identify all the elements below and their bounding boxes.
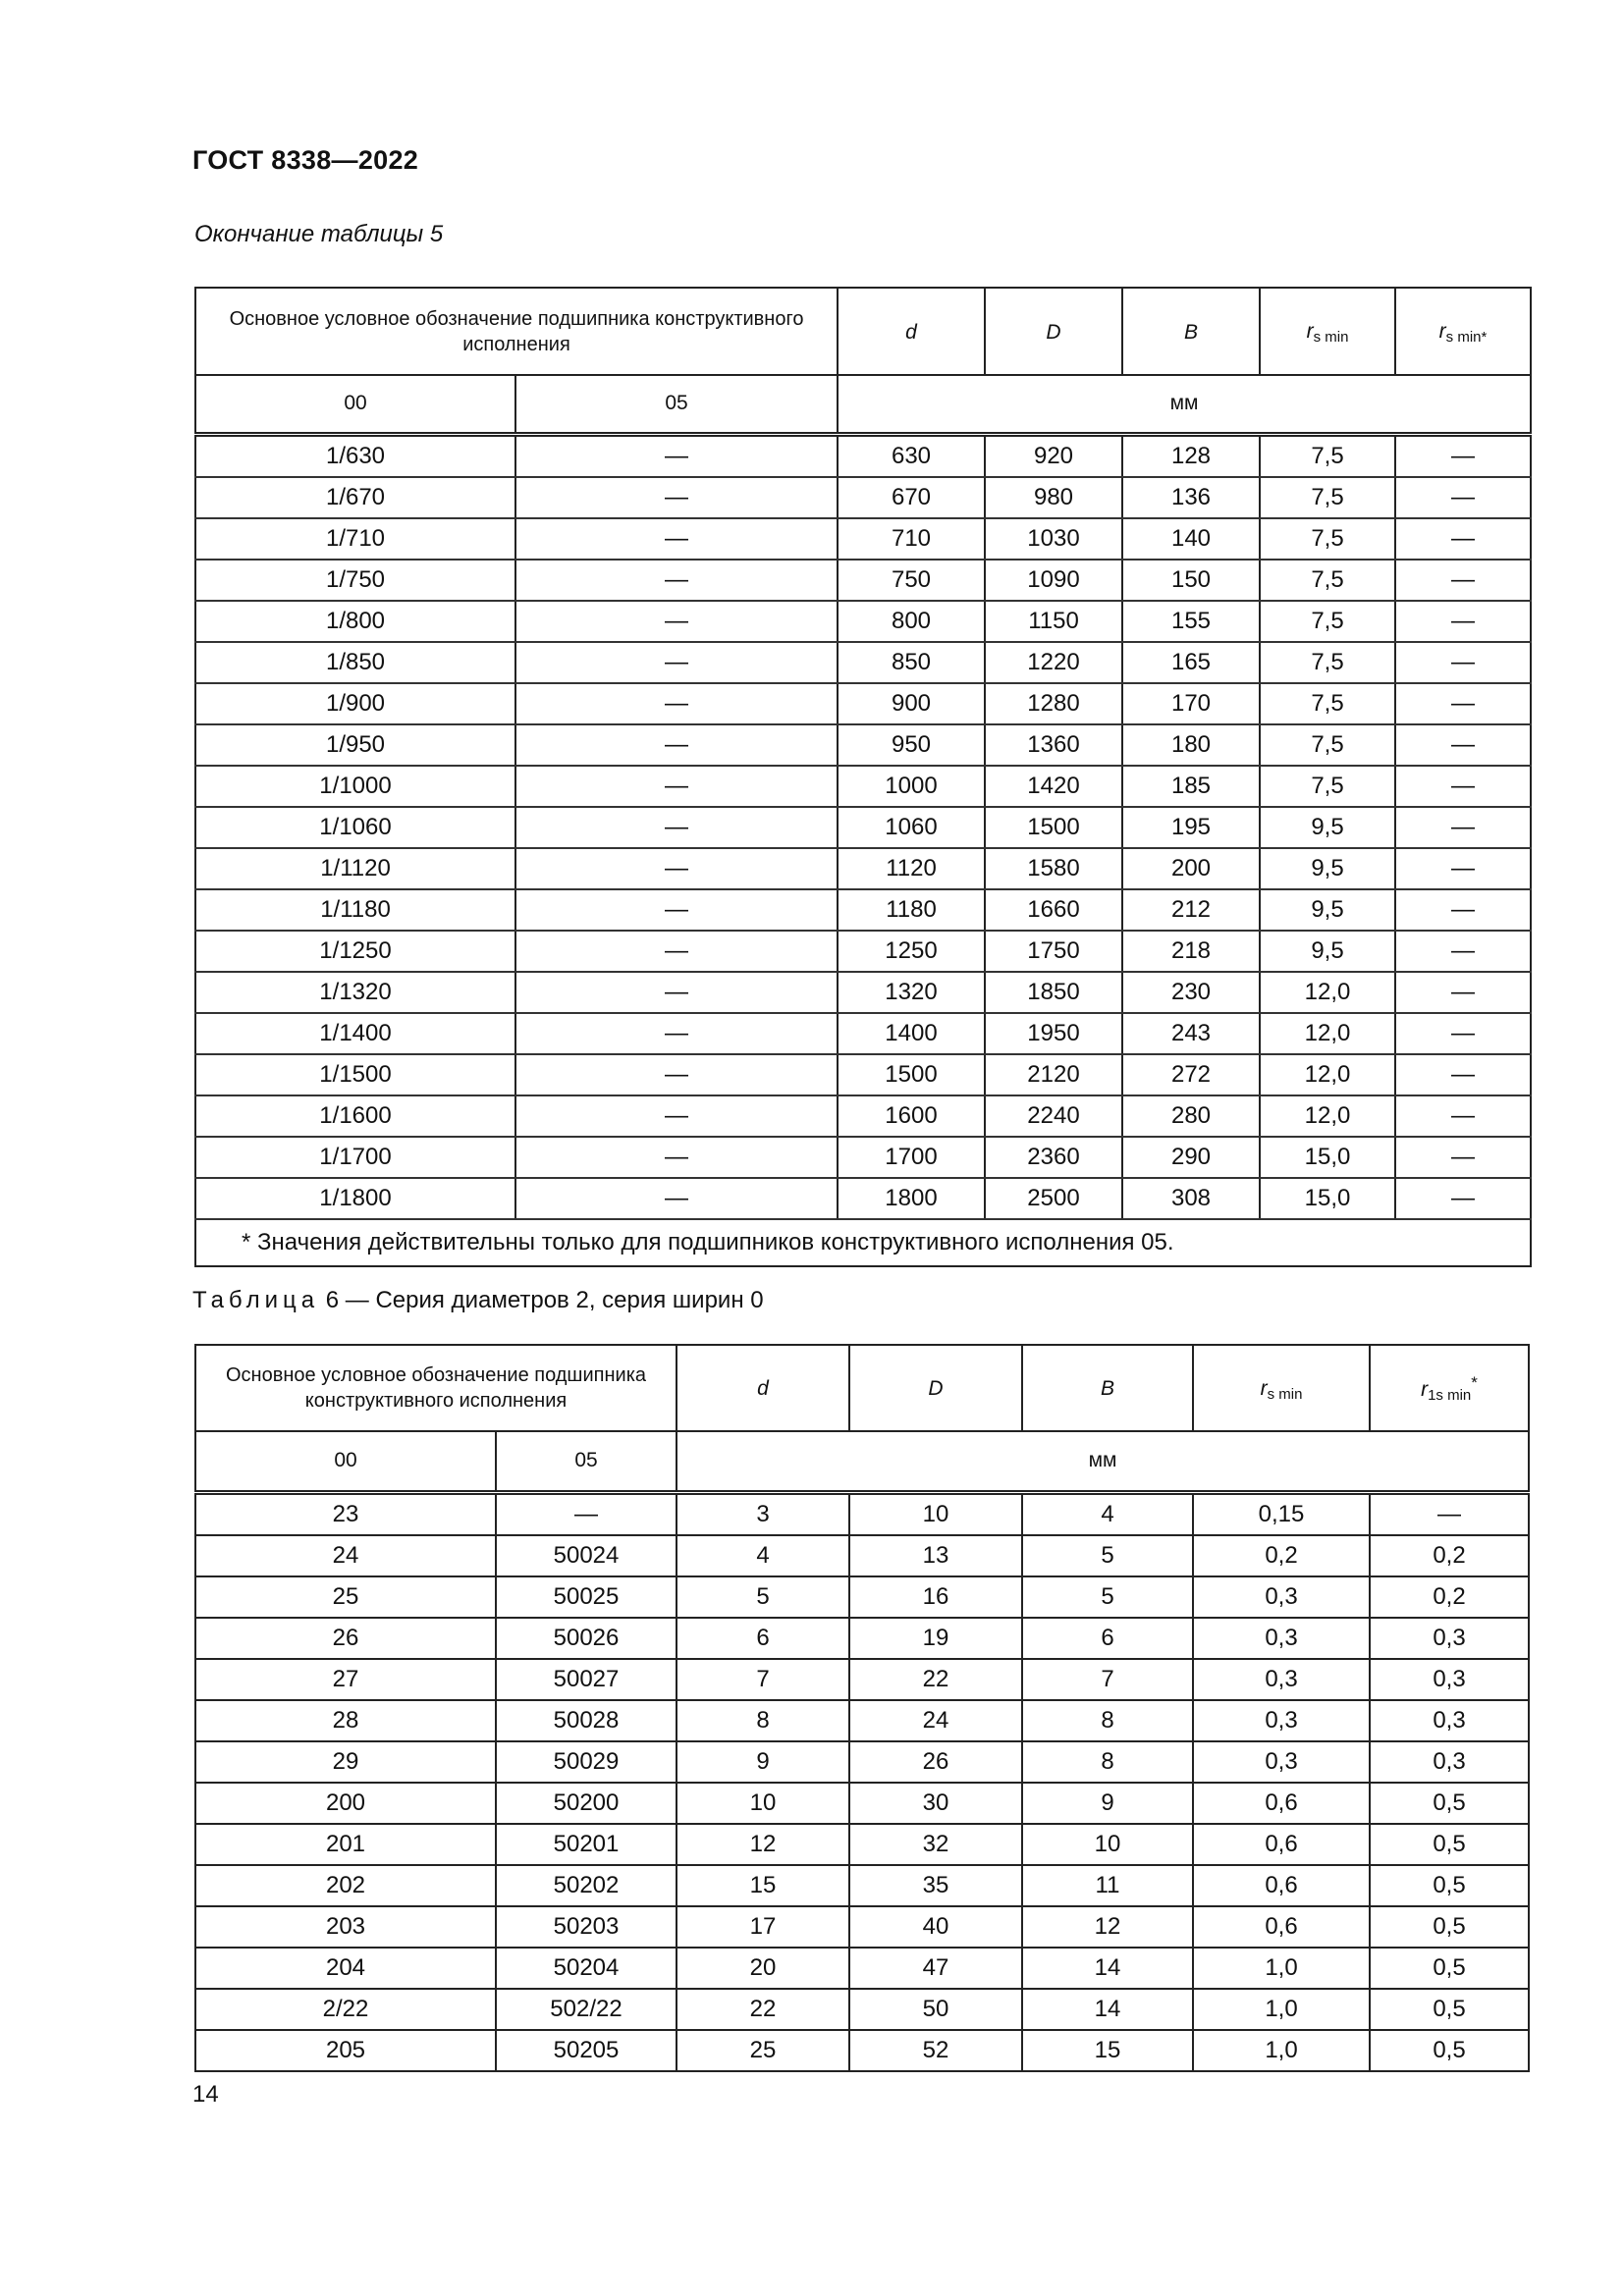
table-cell: 26 (849, 1741, 1022, 1783)
table-cell: 52 (849, 2030, 1022, 2071)
table-cell: 1600 (838, 1095, 985, 1137)
table-cell: 185 (1122, 766, 1260, 807)
table-cell: 195 (1122, 807, 1260, 848)
table-cell: — (496, 1492, 677, 1535)
table-cell: 10 (1022, 1824, 1193, 1865)
table-cell: 1,0 (1193, 2030, 1370, 2071)
table-cell: — (1395, 972, 1531, 1013)
table-cell: 1,0 (1193, 1948, 1370, 1989)
table-cell: 200 (1122, 848, 1260, 889)
table-cell: 7,5 (1260, 434, 1395, 477)
table-cell: 2500 (985, 1178, 1122, 1219)
table-cell: 150 (1122, 560, 1260, 601)
table-cell: 24 (195, 1535, 496, 1576)
table-cell: 0,3 (1193, 1576, 1370, 1618)
table-cell: 25 (677, 2030, 849, 2071)
table-row (195, 1618, 1529, 1659)
table-cell: 7,5 (1260, 683, 1395, 724)
table-cell: 155 (1122, 601, 1260, 642)
table-cell: 1150 (985, 601, 1122, 642)
table-cell: — (515, 724, 838, 766)
table-cell: 2240 (985, 1095, 1122, 1137)
table-cell: 35 (849, 1865, 1022, 1906)
table-cell: 8 (1022, 1700, 1193, 1741)
table-cell: 218 (1122, 931, 1260, 972)
table-cell: 750 (838, 560, 985, 601)
table-cell: 1/1600 (195, 1095, 515, 1137)
table-row (195, 1013, 1531, 1054)
table-row (195, 1824, 1529, 1865)
table-cell: 0,6 (1193, 1906, 1370, 1948)
table-row (195, 1741, 1529, 1783)
table5-unit: мм (838, 375, 1531, 434)
table-cell: — (515, 889, 838, 931)
table-cell: 12,0 (1260, 1013, 1395, 1054)
table-cell: 9 (1022, 1783, 1193, 1824)
table-cell: 202 (195, 1865, 496, 1906)
table-cell: 1,0 (1193, 1989, 1370, 2030)
table-cell: 1/1000 (195, 766, 515, 807)
table-cell: 14 (1022, 1948, 1193, 1989)
table-cell: 200 (195, 1783, 496, 1824)
table-cell: — (1395, 1137, 1531, 1178)
table-cell: 1/1800 (195, 1178, 515, 1219)
table-cell: 203 (195, 1906, 496, 1948)
table-cell: 5 (677, 1576, 849, 1618)
table-5 (194, 287, 1532, 1267)
table-cell: 9,5 (1260, 889, 1395, 931)
table-cell: 1000 (838, 766, 985, 807)
table-cell: — (515, 931, 838, 972)
table-cell: 0,3 (1193, 1700, 1370, 1741)
table-cell: 243 (1122, 1013, 1260, 1054)
table-6 (194, 1344, 1530, 2072)
table-cell: 14 (1022, 1989, 1193, 2030)
table-cell: 212 (1122, 889, 1260, 931)
table-row (195, 931, 1531, 972)
table6-header-d: d (677, 1345, 849, 1431)
table-cell: 25 (195, 1576, 496, 1618)
table-row (195, 683, 1531, 724)
table-cell: — (515, 1137, 838, 1178)
table-row (195, 1865, 1529, 1906)
table-cell: 2/22 (195, 1989, 496, 2030)
table-cell: 9,5 (1260, 931, 1395, 972)
table-cell: 0,3 (1370, 1659, 1529, 1700)
table-cell: — (1395, 601, 1531, 642)
table-row (195, 889, 1531, 931)
table-cell: 1500 (838, 1054, 985, 1095)
table-cell: 0,5 (1370, 2030, 1529, 2071)
table-cell: 12,0 (1260, 972, 1395, 1013)
table-row (195, 848, 1531, 889)
table-cell: 23 (195, 1492, 496, 1535)
table-cell: 8 (677, 1700, 849, 1741)
table-cell: 170 (1122, 683, 1260, 724)
table-cell: 0,3 (1370, 1741, 1529, 1783)
table-cell: 0,2 (1370, 1576, 1529, 1618)
table-cell: 6 (677, 1618, 849, 1659)
table-cell: 50024 (496, 1535, 677, 1576)
table-cell: 4 (677, 1535, 849, 1576)
table-cell: 19 (849, 1618, 1022, 1659)
table-cell: — (515, 518, 838, 560)
table-cell: 308 (1122, 1178, 1260, 1219)
table-cell: 10 (849, 1492, 1022, 1535)
table-cell: 1090 (985, 560, 1122, 601)
table-cell: 9,5 (1260, 807, 1395, 848)
table-cell: 710 (838, 518, 985, 560)
table-cell: 40 (849, 1906, 1022, 1948)
table-cell: 22 (849, 1659, 1022, 1700)
table-cell: 2120 (985, 1054, 1122, 1095)
table-cell: 50025 (496, 1576, 677, 1618)
table-cell: — (1395, 724, 1531, 766)
table-row (195, 642, 1531, 683)
table-cell: 1250 (838, 931, 985, 972)
table-cell: 0,5 (1370, 1906, 1529, 1948)
document-title: ГОСТ 8338—2022 (192, 145, 419, 175)
table-cell: 1/1700 (195, 1137, 515, 1178)
table5-footnote: * Значения действительны только для подшипников конструктивного исполнения 05. (195, 1219, 1531, 1266)
table-row (195, 1659, 1529, 1700)
table-row (195, 972, 1531, 1013)
table-cell: — (1395, 642, 1531, 683)
table6-unit: мм (677, 1431, 1529, 1492)
table-cell: 3 (677, 1492, 849, 1535)
table-cell: — (515, 683, 838, 724)
table-cell: — (515, 1095, 838, 1137)
table-row (195, 560, 1531, 601)
table-cell: 0,5 (1370, 1824, 1529, 1865)
table-cell: 15 (677, 1865, 849, 1906)
table5-header-D: D (985, 288, 1122, 375)
table-cell: 7,5 (1260, 560, 1395, 601)
table-cell: 9,5 (1260, 848, 1395, 889)
table-cell: 1120 (838, 848, 985, 889)
table-cell: — (515, 477, 838, 518)
table-cell: 0,6 (1193, 1783, 1370, 1824)
table6-caption-text: 6 — Серия диаметров 2, серия ширин 0 (319, 1287, 764, 1313)
table-row (195, 1095, 1531, 1137)
table-row (195, 1178, 1531, 1219)
table-cell: — (515, 601, 838, 642)
table-cell: 2360 (985, 1137, 1122, 1178)
table-cell: — (1395, 1178, 1531, 1219)
table-cell: 7 (1022, 1659, 1193, 1700)
table-row (195, 1783, 1529, 1824)
table-cell: 1/670 (195, 477, 515, 518)
table-row (195, 2030, 1529, 2071)
table5-header-rs-min-star: $r_{s min*}$ (1395, 288, 1531, 375)
table-cell: 0,3 (1193, 1741, 1370, 1783)
table-cell: — (515, 1013, 838, 1054)
table-cell: 28 (195, 1700, 496, 1741)
table6-header-D: D (849, 1345, 1022, 1431)
table-row (195, 1492, 1529, 1535)
table-row (195, 1700, 1529, 1741)
table-cell: 1/1060 (195, 807, 515, 848)
table-cell: 1/750 (195, 560, 515, 601)
table-cell: 12 (1022, 1906, 1193, 1948)
table5-header-d: d (838, 288, 985, 375)
table-cell: 0,15 (1193, 1492, 1370, 1535)
table-cell: — (515, 560, 838, 601)
table-cell: 920 (985, 434, 1122, 477)
table-cell: 1800 (838, 1178, 985, 1219)
table-cell: 0,2 (1193, 1535, 1370, 1576)
table-cell: 5 (1022, 1535, 1193, 1576)
table-cell: 1320 (838, 972, 985, 1013)
table-cell: 204 (195, 1948, 496, 1989)
table-cell: 7,5 (1260, 477, 1395, 518)
table-cell: — (515, 807, 838, 848)
table-row (195, 477, 1531, 518)
table-cell: 50202 (496, 1865, 677, 1906)
table-row (195, 766, 1531, 807)
table-cell: 50203 (496, 1906, 677, 1948)
table-cell: 7,5 (1260, 518, 1395, 560)
table-cell: 30 (849, 1783, 1022, 1824)
table-cell: — (1395, 889, 1531, 931)
table-cell: 0,5 (1370, 1865, 1529, 1906)
table-cell: 1180 (838, 889, 985, 931)
table5-header-rs-min: $r_{s min}$ (1260, 288, 1395, 375)
table-cell: — (1395, 1095, 1531, 1137)
table-cell: 12,0 (1260, 1095, 1395, 1137)
table6-designation-header: Основное условное обозначение подшипника конструктивного исполнения (195, 1345, 677, 1431)
table-row (195, 518, 1531, 560)
table-cell: 1/710 (195, 518, 515, 560)
table-cell: 980 (985, 477, 1122, 518)
table-cell: 10 (677, 1783, 849, 1824)
table-cell: 16 (849, 1576, 1022, 1618)
table-cell: 50027 (496, 1659, 677, 1700)
table-cell: 0,3 (1370, 1618, 1529, 1659)
table-cell: — (515, 848, 838, 889)
table-cell: 9 (677, 1741, 849, 1783)
table-row (195, 724, 1531, 766)
table-cell: 7,5 (1260, 724, 1395, 766)
table-cell: 1/1320 (195, 972, 515, 1013)
table-cell: 12,0 (1260, 1054, 1395, 1095)
table-cell: 1420 (985, 766, 1122, 807)
table-cell: 1/1120 (195, 848, 515, 889)
table-cell: 7,5 (1260, 642, 1395, 683)
table-cell: 900 (838, 683, 985, 724)
table-cell: 0,3 (1193, 1618, 1370, 1659)
table-cell: 630 (838, 434, 985, 477)
table-cell: 272 (1122, 1054, 1260, 1095)
table-cell: 22 (677, 1989, 849, 2030)
table6-caption-word: Таблица (192, 1287, 320, 1313)
table-cell: 26 (195, 1618, 496, 1659)
table-cell: 280 (1122, 1095, 1260, 1137)
table-cell: 1360 (985, 724, 1122, 766)
table-cell: — (1395, 518, 1531, 560)
table-cell: — (515, 766, 838, 807)
table-cell: 50201 (496, 1824, 677, 1865)
table-cell: 165 (1122, 642, 1260, 683)
table-cell: 1/1500 (195, 1054, 515, 1095)
table-cell: 1950 (985, 1013, 1122, 1054)
table-row (195, 601, 1531, 642)
table-cell: 4 (1022, 1492, 1193, 1535)
table-cell: — (1395, 1054, 1531, 1095)
table-cell: — (1395, 807, 1531, 848)
table-cell: — (515, 434, 838, 477)
table-cell: 7,5 (1260, 601, 1395, 642)
table-row (195, 1989, 1529, 2030)
table-cell: — (515, 1054, 838, 1095)
table-cell: 140 (1122, 518, 1260, 560)
table-cell: 850 (838, 642, 985, 683)
table-row (195, 1906, 1529, 1948)
table-cell: 1500 (985, 807, 1122, 848)
table6-caption (192, 1287, 764, 1314)
table-cell: — (515, 642, 838, 683)
table-cell: 180 (1122, 724, 1260, 766)
table-cell: 1660 (985, 889, 1122, 931)
table-cell: 290 (1122, 1137, 1260, 1178)
table-cell: 1/800 (195, 601, 515, 642)
table-cell: 1580 (985, 848, 1122, 889)
table5-header-B: B (1122, 288, 1260, 375)
table-cell: — (1370, 1492, 1529, 1535)
table-cell: 128 (1122, 434, 1260, 477)
table-row (195, 434, 1531, 477)
table-cell: 50205 (496, 2030, 677, 2071)
table-cell: 50028 (496, 1700, 677, 1741)
table-row (195, 1137, 1531, 1178)
table6-subheader-00: 00 (195, 1431, 496, 1492)
table-cell: 502/22 (496, 1989, 677, 2030)
table-cell: 1700 (838, 1137, 985, 1178)
table-cell: 7 (677, 1659, 849, 1700)
table-cell: 1/1400 (195, 1013, 515, 1054)
table-cell: 32 (849, 1824, 1022, 1865)
table-row (195, 1948, 1529, 1989)
table-cell: 0,6 (1193, 1865, 1370, 1906)
table-cell: 8 (1022, 1741, 1193, 1783)
table-cell: — (1395, 683, 1531, 724)
table-cell: 27 (195, 1659, 496, 1700)
table-cell: 11 (1022, 1865, 1193, 1906)
table-cell: 1400 (838, 1013, 985, 1054)
table-cell: 1030 (985, 518, 1122, 560)
table-cell: 15,0 (1260, 1178, 1395, 1219)
table-cell: 205 (195, 2030, 496, 2071)
table-cell: 5 (1022, 1576, 1193, 1618)
table5-subheader-00: 00 (195, 375, 515, 434)
table-row (195, 1576, 1529, 1618)
table-cell: 6 (1022, 1618, 1193, 1659)
table-cell: 1/850 (195, 642, 515, 683)
table-cell: 1/950 (195, 724, 515, 766)
table-cell: 1/1250 (195, 931, 515, 972)
table-cell: 50204 (496, 1948, 677, 1989)
table-cell: 0,3 (1370, 1700, 1529, 1741)
table-cell: 0,3 (1193, 1659, 1370, 1700)
table-cell: 1850 (985, 972, 1122, 1013)
table-cell: 50 (849, 1989, 1022, 2030)
table-cell: 1750 (985, 931, 1122, 972)
table-cell: 15,0 (1260, 1137, 1395, 1178)
table-cell: — (1395, 560, 1531, 601)
table-cell: 0,5 (1370, 1783, 1529, 1824)
table-cell: 230 (1122, 972, 1260, 1013)
table-cell: 0,6 (1193, 1824, 1370, 1865)
table-cell: 670 (838, 477, 985, 518)
table-row (195, 1054, 1531, 1095)
table-cell: 1/630 (195, 434, 515, 477)
table6-header-B: B (1022, 1345, 1193, 1431)
page-number: 14 (192, 2081, 219, 2108)
table-row (195, 807, 1531, 848)
table-cell: 800 (838, 601, 985, 642)
table-cell: 12 (677, 1824, 849, 1865)
table-cell: 1220 (985, 642, 1122, 683)
table6-subheader-05: 05 (496, 1431, 677, 1492)
table5-caption: Окончание таблицы 5 (194, 221, 444, 247)
table-cell: — (1395, 766, 1531, 807)
table-cell: — (1395, 434, 1531, 477)
table-cell: 0,2 (1370, 1535, 1529, 1576)
table6-header-r1s-min: $r_{1s min}^*$ (1370, 1345, 1529, 1431)
table-cell: — (1395, 1013, 1531, 1054)
table-cell: 50026 (496, 1618, 677, 1659)
table-cell: — (1395, 477, 1531, 518)
table-cell: 1060 (838, 807, 985, 848)
table5-designation-header: Основное условное обозначение подшипника конструктивного исполнения (195, 288, 838, 375)
table-cell: 24 (849, 1700, 1022, 1741)
table-cell: 29 (195, 1741, 496, 1783)
table-row (195, 1535, 1529, 1576)
table-cell: 15 (1022, 2030, 1193, 2071)
table-cell: 136 (1122, 477, 1260, 518)
table-cell: 0,5 (1370, 1989, 1529, 2030)
table-cell: 50029 (496, 1741, 677, 1783)
table-cell: 17 (677, 1906, 849, 1948)
table-cell: 950 (838, 724, 985, 766)
table-cell: — (1395, 931, 1531, 972)
table-cell: — (515, 972, 838, 1013)
table-cell: — (515, 1178, 838, 1219)
table-cell: 1/1180 (195, 889, 515, 931)
table-cell: 1/900 (195, 683, 515, 724)
table-cell: 47 (849, 1948, 1022, 1989)
table5-subheader-05: 05 (515, 375, 838, 434)
table6-header-rs-min: $r_{s min}$ (1193, 1345, 1370, 1431)
table-cell: 201 (195, 1824, 496, 1865)
table-cell: 50200 (496, 1783, 677, 1824)
table-cell: 7,5 (1260, 766, 1395, 807)
table-cell: 0,5 (1370, 1948, 1529, 1989)
table-cell: 13 (849, 1535, 1022, 1576)
table-cell: 20 (677, 1948, 849, 1989)
table-cell: 1280 (985, 683, 1122, 724)
table-cell: — (1395, 848, 1531, 889)
